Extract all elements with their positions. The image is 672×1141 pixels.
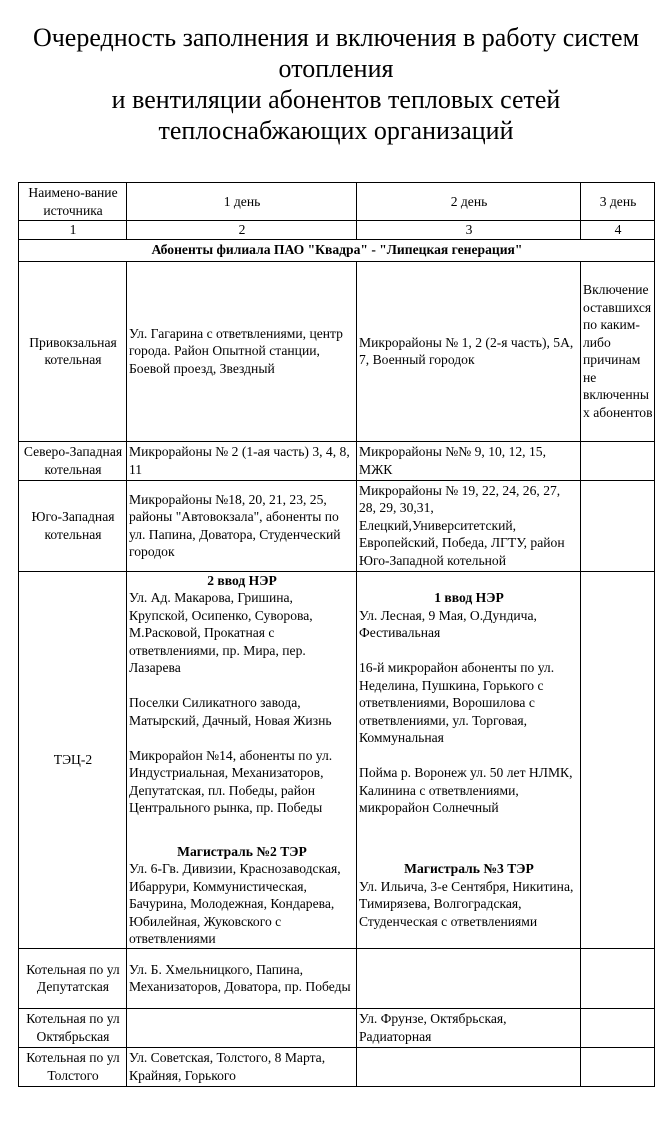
day3-cell (581, 1008, 655, 1047)
table-row (19, 261, 655, 441)
table-row (19, 441, 655, 480)
day2-cell: Ул. Фрунзе, Октябрьская, Радиаторная (357, 1008, 581, 1047)
day1-cell: Микрорайоны №18, 20, 21, 23, 25, районы "Автовокзала", абоненты по ул. Папина, Доватора, Студенческий городок (127, 480, 357, 571)
day2-cell: Микрорайоны № 19, 22, 24, 26, 27, 28, 29, 30,31, Елецкий,Университетский, Европейский, Победа, ЛГТУ, район Юго-Западной котельной (357, 480, 581, 571)
header-row (19, 183, 655, 221)
day1-cell: Микрорайоны № 2 (1-ая часть) 3, 4, 8, 11 (127, 441, 357, 480)
day1-cell: Ул. Гагарина с ответвлениями, центр города. Район Опытной станции, Боевой проезд, Звездный (127, 261, 357, 441)
day3-cell (581, 948, 655, 1008)
spacer (359, 642, 579, 660)
day2-cell: Микрорайоны № 1, 2 (2-я часть), 5А, 7, Военный городок (357, 261, 581, 441)
table-row (19, 1047, 655, 1086)
day2-cell (357, 1047, 581, 1086)
day2-cell (357, 571, 581, 948)
feed-heading: Магистраль №3 ТЭР (404, 861, 534, 876)
day3-cell (581, 441, 655, 480)
header-day-2: 2 день (357, 183, 581, 221)
district-list: Ул. Лесная, 9 Мая, О.Дундича, Фестивальная (359, 607, 537, 640)
district-list: Ул. Ильича, 3-е Сентября, Никитина, Тимирязева, Волгоградская, Студенческая с ответвлениями (359, 878, 574, 929)
spacer (129, 677, 355, 695)
title-line-4: теплоснабжающих организаций (158, 116, 514, 145)
spacer (359, 817, 579, 843)
column-number: 3 (357, 221, 581, 240)
source-cell: ТЭЦ-2 (19, 571, 127, 948)
district-list: Поселки Силикатного завода, Матырский, Дачный, Новая Жизнь (129, 695, 332, 728)
table-row-tec2 (19, 571, 655, 948)
section-title: Абоненты филиала ПАО "Квадра" - "Липецкая генерация" (19, 239, 655, 261)
district-list: Ул. Ад. Макарова, Гришина, Крупской, Осипенко, Суворова, М.Расковой, Прокатная с ответвлениями, пр. Мира, пер. Лазарева (129, 590, 313, 675)
source-cell: Котельная по ул Толстого (19, 1047, 127, 1086)
day1-cell (127, 1008, 357, 1047)
source-cell: Котельная по ул Октябрьская (19, 1008, 127, 1047)
feed-heading: 1 ввод НЭР (434, 590, 504, 605)
table-row (19, 1008, 655, 1047)
day3-cell: Включение оставшихся по каким-либо причинам не включенных абонентов (581, 261, 655, 441)
district-list: Пойма р. Воронеж ул. 50 лет НЛМК, Калинина с ответвлениями, микрорайон Солнечный (359, 765, 573, 815)
spacer (359, 843, 579, 861)
column-number: 4 (581, 221, 655, 240)
column-number: 1 (19, 221, 127, 240)
column-number: 2 (127, 221, 357, 240)
feed-heading: 2 ввод НЭР (207, 572, 277, 588)
day1-cell (127, 571, 357, 948)
header-day-3: 3 день (581, 183, 655, 221)
schedule-table (18, 182, 655, 1087)
day3-cell (581, 1047, 655, 1086)
source-cell: Привокзальная котельная (19, 261, 127, 441)
day1-cell: Ул. Советская, Толстого, 8 Марта, Крайняя, Горького (127, 1047, 357, 1086)
source-cell: Юго-Западная котельная (19, 480, 127, 571)
source-cell: Котельная по ул Депутатская (19, 948, 127, 1008)
spacer (129, 817, 355, 843)
header-source: Наимено-вание источника (19, 183, 127, 221)
column-number-row (19, 221, 655, 240)
title-line-1: Очередность заполнения и включения в работу систем (32, 23, 640, 52)
spacer (359, 747, 579, 765)
day2-cell (357, 948, 581, 1008)
document-title (0, 22, 672, 146)
header-day-1: 1 день (127, 183, 357, 221)
table-row (19, 480, 655, 571)
title-line-3: и вентиляции абонентов тепловых сетей (111, 85, 561, 114)
day2-cell: Микрорайоны №№ 9, 10, 12, 15, МЖК (357, 441, 581, 480)
feed-heading: Магистраль №2 ТЭР (177, 843, 307, 859)
day3-cell (581, 571, 655, 948)
spacer (129, 729, 355, 747)
source-cell: Северо-Западная котельная (19, 441, 127, 480)
district-list: Микрорайон №14, абоненты по ул. Индустриальная, Механизаторов, Депутатская, пл. Победы, район Центрального рынка, пр. Победы (129, 747, 333, 815)
table-row (19, 948, 655, 1008)
day1-cell: Ул. Б. Хмельницкого, Папина, Механизаторов, Доватора, пр. Победы (127, 948, 357, 1008)
section-row (19, 239, 655, 261)
district-list: 16-й микрорайон абоненты по ул. Неделина, Пушкина, Горького с ответвлениями, Ворошилова с ответвлениями, ул. Торговая, Коммунальная (359, 660, 555, 745)
district-list: Ул. 6-Гв. Дивизии, Краснозаводская, Ибаррури, Коммунистическая, Бачурина, Молодежная, Кондарева, Юбилейная, Жуковского с ответвлениями (129, 861, 341, 946)
day3-cell (581, 480, 655, 571)
title-line-2: отопления (278, 54, 394, 83)
